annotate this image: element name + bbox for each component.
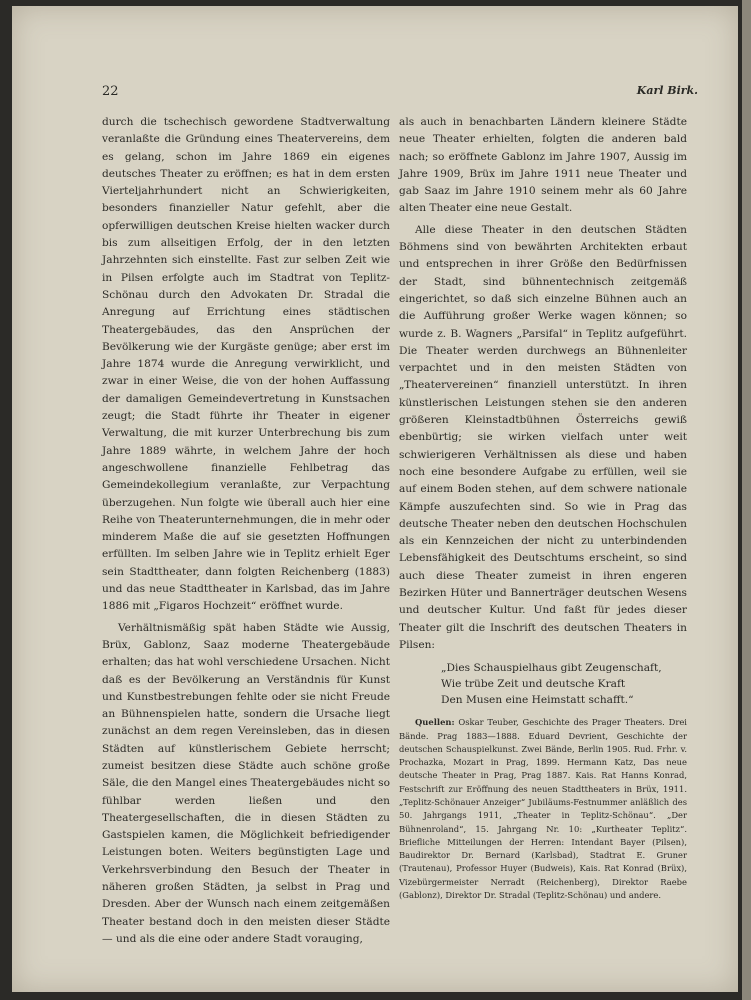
- poem-line: Wie trübe Zeit und deutsche Kraft: [441, 678, 626, 691]
- running-head: Karl Birk.: [636, 84, 698, 97]
- poem-line: Den Musen eine Heimstatt schafft.“: [441, 694, 634, 707]
- right-column: [399, 114, 687, 902]
- poem-line: „Dies Schauspielhaus gibt Zeugenschaft,: [441, 662, 662, 675]
- sources-text: Oskar Teuber, Geschichte des Prager Theaters. Drei Bände. Prag 1883—1888. Eduard Devrient, Geschichte der deutschen Schauspielkunst. Zwei Bände, Berlin 1905. Rud. Frhr. v. Prochazka, Mozart in Prag, 1899. Hermann Katz, Das neue deutsche Theater in Prag, Prag 1887. Kais. Rat Hanns Konrad, Festschrift zur Eröffnung des neuen Stadttheaters in Brüx, 1911. „Teplitz-Schönauer Anzeiger“ Jubiläums-Festnummer anläßlich des 50. Jahrgangs 1911, „Theater in Teplitz-Schönau“. „Der Bühnenroland“, 15. Jahrgang Nr. 10: „Kurtheater Teplitz“. Briefliche Mitteilungen der Herren: Intendant Bayer (Pilsen), Baudirektor Dr. Bernard (Karlsbad), Stadtrat E. Gruner (Trautenau), Professor Huyer (Budweis), Kais. Rat Konrad (Brüx), Vizebürgermeister Nerradt (Reichenberg), Direktor Raebe (Gablonz), Direktor Dr. Stradal (Teplitz-Schönau) und andere.: [399, 717, 687, 901]
- paragraph: Alle diese Theater in den deutschen Städten Böhmens sind von bewährten Architekten erbaut und entsprechen in ihrer Größe den Bedürfnissen der Stadt, sind bühnentechnisch zeitgemäß eingerichtet, so daß sich einzelne Bühnen auch an die Aufführung großer Werke wagen können; so wurde z. B. Wagners „Parsifal“ in Teplitz aufgeführt. Die Theater werden durchwegs an Bühnenleiter verpachtet und in den meisten Städten von „Theatervereinen“ finanziell unterstützt. In ihren künstlerischen Leistungen stehen sie den anderen größeren Kleinstadtbühnen Österreichs gewiß ebenbürtig; sie wirken vielfach unter weit schwierigeren Verhältnissen als diese und haben noch eine besondere Aufgabe zu erfüllen, weil sie auf einem Boden stehen, auf dem schwere nationale Kämpfe auszufechten sind. So wie in Prag das deutsche Theater neben den deutschen Hochschulen als ein Kennzeichen der nicht zu unterbindenden Lebensfähigkeit des Deutschtums erscheint, so sind auch diese Theater zumeist in ihren engeren Bezirken Hüter und Bannerträger deutschen Wesens und deutscher Kultur. Und faßt für jedes dieser Theater gilt die Inschrift des deutschen Theaters in Pilsen:: [399, 223, 687, 651]
- paragraph: Verhältnismäßig spät haben Städte wie Aussig, Brüx, Gablonz, Saaz moderne Theatergebäude erhalten; das hat wohl verschiedene Ursachen. Nicht daß es der Bevölkerung an Verständnis für Kunst und Kunstbestrebungen fehlte oder sie nicht Freude an Bühnenspielen hatte, sondern die Ursache liegt zunächst an dem regen Vereinsleben, das in diesen Städten auf künstlerischem Gebiete herrscht; zumeist besitzen diese Städte auch schöne große Säle, die den Mangel eines Theatergebäudes nicht so fühlbar werden ließen und den Theatergesellschaften, die in diesen Städten zu Gastspielen kamen, die Möglichkeit befriedigender Leistungen boten. Weiters begünstigten Lage und Verkehrsverbindung den Besuch der Theater in näheren großen Städten, ja selbst in Prag und Dresden. Aber der Wunsch nach einem zeitgemäßen Theater bestand doch in den meisten dieser Städte — und als die eine oder andere Stadt vorauging,: [102, 621, 390, 945]
- page-number: 22: [102, 84, 119, 99]
- sources-label: Quellen:: [415, 717, 455, 728]
- paragraph: durch die tschechisch gewordene Stadtverwaltung veranlaßte die Gründung eines Theatervereins, dem es gelang, schon im Jahre 1869 ein eigenes deutsches Theater zu eröffnen; es hat in dem ersten Vierteljahrhundert nicht an Schwierigkeiten, besonders finanzieller Natur gefehlt, aber die opferwilligen deutschen Kreise hielten wacker durch bis zum allseitigen Erfolg, der in den letzten Jahrzehnten sich einstellte. Fast zur selben Zeit wie in Pilsen erfolgte auch im Stadtrat von Teplitz-Schönau durch den Advokaten Dr. Stradal die Anregung auf Errichtung eines städtischen Theatergebäudes, das den Ansprüchen der Bevölkerung wie der Kurgäste genüge; aber erst im Jahre 1874 wurde die Anregung verwirklicht, und zwar in einer Weise, die von der hohen Auffassung der damaligen Gemeindevertretung in Kunstsachen zeugt; die Stadt führte ihr Theater in eigener Verwaltung, die mit kurzer Unterbrechung bis zum Jahre 1889 währte, in welchem Jahre der hoch angeschwollene finanzielle Fehlbetrag das Gemeindekollegium veranlaßte, zur Verpachtung überzugehen. Nun folgte wie überall auch hier eine Reihe von Theaterunternehmungen, die in mehr oder minderem Maße die auf sie gesetzten Hoffnungen erfüllten. Im selben Jahre wie in Teplitz erhielt Eger sein Stadttheater, dann folgten Reichenberg (1883) und das neue Stadttheater in Karlsbad, das im Jahre 1886 mit „Figaros Hochzeit“ eröffnet wurde.: [102, 116, 390, 613]
- left-column: [102, 114, 390, 948]
- page-edge: [742, 0, 751, 1000]
- sources-note: [399, 716, 687, 902]
- inscription-poem: [441, 660, 687, 708]
- paragraph: als auch in benachbarten Ländern kleinere Städte neue Theater erhielten, folgten die anderen bald nach; so eröffnete Gablonz im Jahre 1907, Aussig im Jahre 1909, Brüx im Jahre 1911 neue Theater und gab Saaz im Jahre 1910 seinem mehr als 60 Jahre alten Theater eine neue Gestalt.: [399, 116, 687, 215]
- page-header: [102, 84, 698, 102]
- book-page: [12, 6, 738, 992]
